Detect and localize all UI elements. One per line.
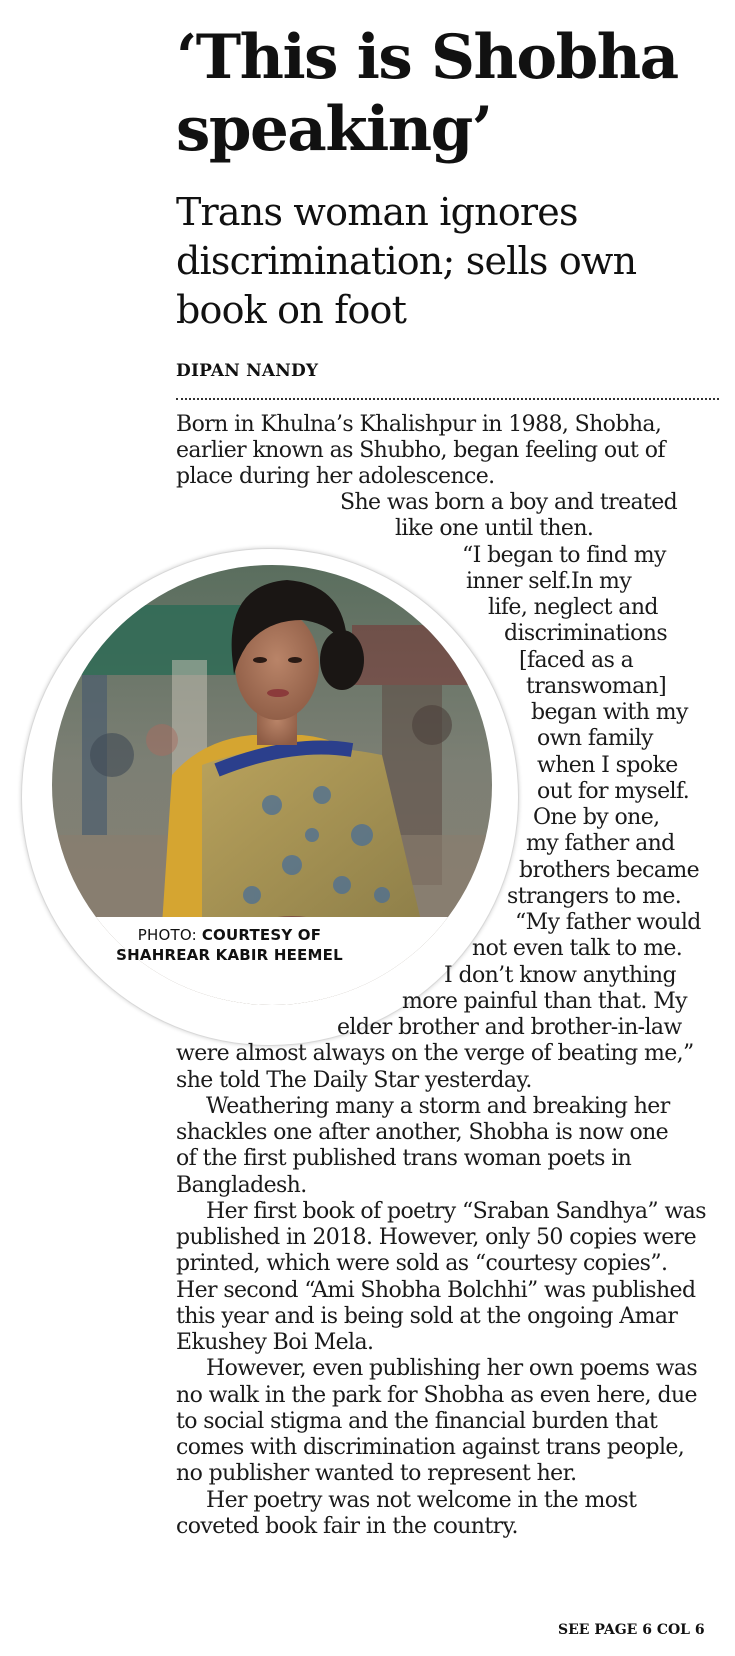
body-line: [faced as a	[519, 648, 634, 673]
body-line: comes with discrimination against trans people,	[176, 1435, 685, 1460]
body-line: I don’t know anything	[444, 963, 676, 988]
body-line: Weathering many a storm and breaking her	[206, 1094, 670, 1119]
body-line: printed, which were sold as “courtesy copies”.	[176, 1251, 668, 1276]
body-line: Ekushey Boi Mela.	[176, 1330, 374, 1355]
body-line: she told The Daily Star yesterday.	[176, 1068, 532, 1093]
body-line: “I began to find my	[462, 543, 666, 568]
body-line: to social stigma and the financial burden that	[176, 1409, 658, 1434]
body-line: more painful than that. My	[402, 989, 687, 1014]
body-line: Born in Khulna’s Khalishpur in 1988, Shobha,	[176, 412, 662, 437]
body-line: coveted book fair in the country.	[176, 1514, 518, 1539]
body-line: shackles one after another, Shobha is now one	[176, 1120, 669, 1145]
body-line: place during her adolescence.	[176, 464, 495, 489]
photo-credit-line-1: COURTESY OF	[201, 926, 322, 944]
body-line: elder brother and brother-in-law	[337, 1015, 682, 1040]
dotted-divider	[176, 398, 719, 400]
body-line: began with my	[531, 700, 688, 725]
body-line: not even talk to me.	[472, 936, 683, 961]
body-line: this year and is being sold at the ongoing Amar	[176, 1304, 678, 1329]
body-line: Her first book of poetry “Sraban Sandhya” was	[206, 1199, 706, 1224]
photo-credit-line-2: SHAHREAR KABIR HEEMEL	[116, 946, 343, 964]
subheadline	[176, 188, 726, 335]
body-line: Her poetry was not welcome in the most	[206, 1488, 637, 1513]
body-line: She was born a boy and treated	[340, 490, 678, 515]
body-line: when I spoke	[537, 753, 678, 778]
headline	[176, 22, 726, 166]
body-line: my father and	[526, 831, 675, 856]
body-line: However, even publishing her own poems was	[206, 1356, 698, 1381]
body-line: were almost always on the verge of beating me,”	[176, 1041, 694, 1066]
body-line: “My father would	[515, 910, 701, 935]
body-line: no walk in the park for Shobha as even here, due	[176, 1383, 697, 1408]
subheadline-line: Trans woman ignores	[176, 190, 578, 234]
subheadline-line: book on foot	[176, 288, 407, 332]
body-line: discriminations	[504, 621, 668, 646]
body-line: of the first published trans woman poets in	[176, 1146, 632, 1171]
body-line: life, neglect and	[488, 595, 658, 620]
body-line: out for myself.	[537, 779, 690, 804]
headline-line: ‘This is Shobha	[176, 22, 678, 93]
subheadline-line: discrimination; sells own	[176, 239, 637, 283]
byline: DIPAN NANDY	[176, 361, 319, 381]
headline-line: speaking’	[176, 94, 492, 165]
body-line: like one until then.	[395, 516, 594, 541]
body-line: no publisher wanted to represent her.	[176, 1461, 577, 1486]
body-line: transwoman]	[526, 674, 667, 699]
body-line: brothers became	[519, 858, 700, 883]
continuation-note: SEE PAGE 6 COL 6	[558, 1622, 705, 1638]
body-line: own family	[537, 726, 653, 751]
photo-credit	[52, 925, 407, 965]
body-line: inner self.In my	[466, 569, 632, 594]
body-line: strangers to me.	[507, 884, 682, 909]
body-line: published in 2018. However, only 50 copies were	[176, 1225, 696, 1250]
photo-credit-prefix: PHOTO:	[137, 926, 202, 944]
body-line: earlier known as Shubho, began feeling out of	[176, 438, 665, 463]
body-line: Bangladesh.	[176, 1173, 307, 1198]
body-line: One by one,	[533, 805, 660, 830]
body-line: Her second “Ami Shobha Bolchhi” was published	[176, 1278, 696, 1303]
